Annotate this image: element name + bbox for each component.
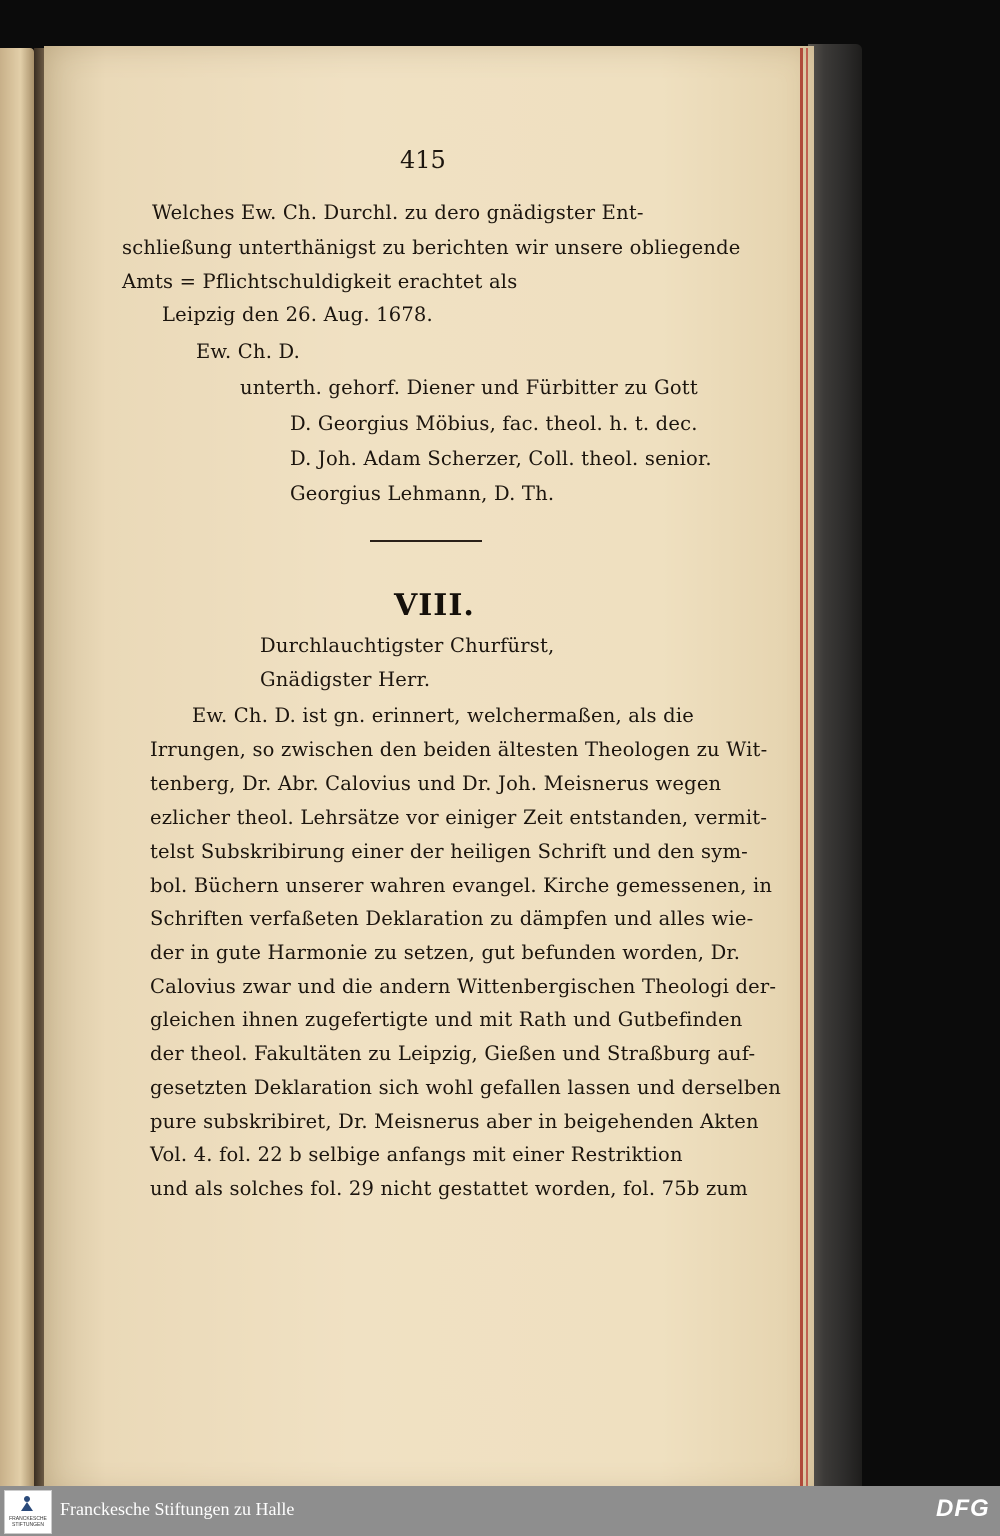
text-line: Vol. 4. fol. 22 b selbige anfangs mit einer Restriktion — [150, 1143, 683, 1166]
left-page-edge — [0, 48, 34, 1493]
text-line: Schriften verfaßeten Deklaration zu dämpfen und alles wie- — [150, 907, 754, 930]
institution-name[interactable]: Franckesche Stiftungen zu Halle — [60, 1499, 295, 1519]
text-line: Amts = Pflichtschuldigkeit erachtet als — [122, 270, 518, 293]
text-line: und als solches fol. 29 nicht gestattet worden, fol. 75b zum — [150, 1177, 748, 1200]
text-line: der in gute Harmonie zu setzen, gut befunden worden, Dr. — [150, 941, 741, 964]
salutation-line: Gnädigster Herr. — [260, 668, 431, 691]
date-line: Leipzig den 26. Aug. 1678. — [162, 303, 433, 326]
institution-emblem-icon — [18, 1494, 36, 1512]
logo-caption: FRANCKESCHE STIFTUNGEN — [9, 1516, 47, 1528]
book-gutter — [34, 48, 44, 1493]
text-line: bol. Büchern unserer wahren evangel. Kirche gemessenen, in — [150, 874, 773, 897]
page-red-edge — [800, 48, 803, 1492]
text-line: Ew. Ch. D. ist gn. erinnert, welchermaßen, als die — [192, 704, 695, 727]
salutation-line: Durchlauchtigster Churfürst, — [260, 634, 555, 657]
text-line: pure subskribiret, Dr. Meisnerus aber in beigehenden Akten — [150, 1110, 759, 1133]
chapter-heading: VIII. — [394, 588, 475, 623]
signatory: Georgius Lehmann, D. Th. — [290, 482, 555, 505]
text-line: Irrungen, so zwischen den beiden ältesten Theologen zu Wit- — [150, 738, 768, 761]
signature-intro: unterth. gehorf. Diener und Fürbitter zu Gott — [240, 376, 698, 399]
address-line: Ew. Ch. D. — [196, 340, 301, 363]
book-cover-edge — [808, 44, 862, 1492]
book-page — [44, 46, 814, 1494]
page-number: 415 — [400, 146, 446, 174]
section-divider — [370, 540, 482, 542]
dfg-logo[interactable]: DFG — [936, 1495, 990, 1522]
text-line: gleichen ihnen zugefertigte und mit Rath und Gutbefinden — [150, 1008, 743, 1031]
text-line: tenberg, Dr. Abr. Calovius und Dr. Joh. Meisnerus wegen — [150, 772, 722, 795]
signatory: D. Joh. Adam Scherzer, Coll. theol. senior. — [290, 447, 712, 470]
text-line: der theol. Fakultäten zu Leipzig, Gießen und Straßburg auf- — [150, 1042, 756, 1065]
text-line: ezlicher theol. Lehrsätze vor einiger Zeit entstanden, vermit- — [150, 806, 768, 829]
text-line: gesetzten Deklaration sich wohl gefallen lassen und derselben — [150, 1076, 782, 1099]
text-line: Calovius zwar und die andern Wittenbergischen Theologi der- — [150, 975, 777, 998]
text-line: schließung unterthänigst zu berichten wir unsere obliegende — [122, 236, 741, 259]
text-line: Welches Ew. Ch. Durchl. zu dero gnädigster Ent- — [152, 201, 644, 224]
signatory: D. Georgius Möbius, fac. theol. h. t. dec. — [290, 412, 698, 435]
text-line: telst Subskribirung einer der heiligen Schrift und den sym- — [150, 840, 748, 863]
page-red-edge-inner — [806, 48, 808, 1492]
